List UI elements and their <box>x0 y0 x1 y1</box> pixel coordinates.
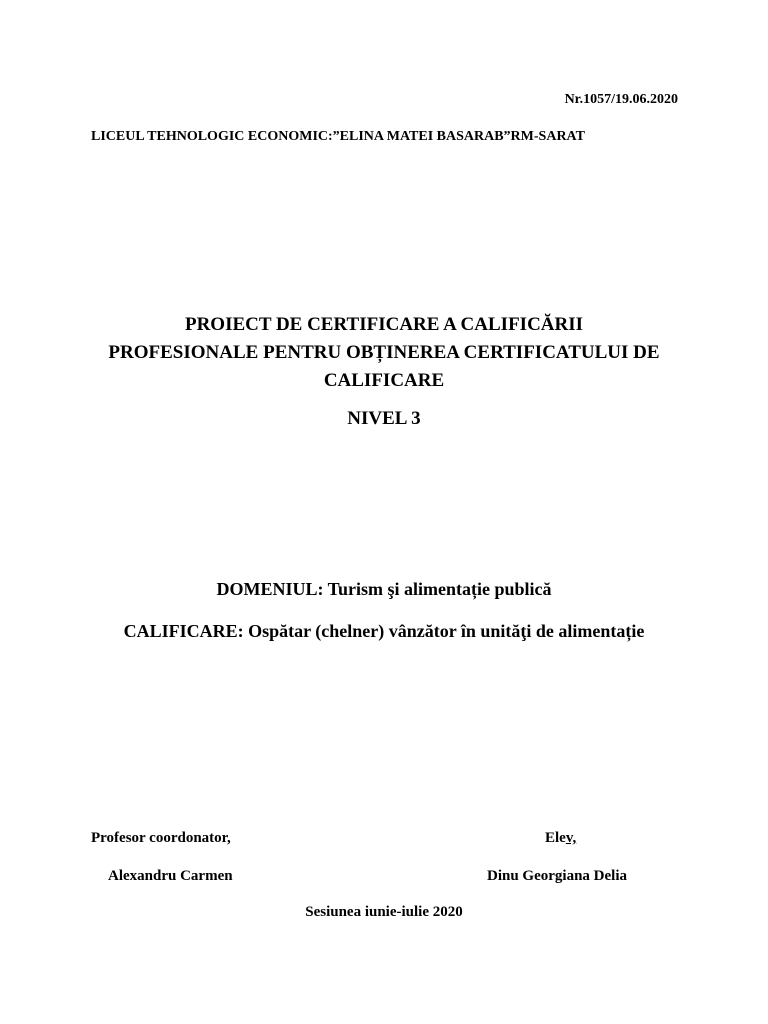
qualification-label: CALIFICARE: <box>123 621 244 641</box>
student-label-prefix: Ele <box>545 830 566 846</box>
title-line-1: PROIECT DE CERTIFICARE A CALIFICĂRII <box>184 314 584 335</box>
domain-line <box>0 579 768 600</box>
student-name: Dinu Georgiana Delia <box>487 868 628 884</box>
domain-value: Turism şi alimentație publică <box>323 579 552 599</box>
title-line-2: PROFESIONALE PENTRU OBȚINEREA CERTIFICATULUI DE <box>108 342 660 363</box>
student-label-underlined: v, <box>565 830 577 846</box>
coordinator-label: Profesor coordonator, <box>91 830 231 846</box>
project-title <box>0 311 768 395</box>
title-line-3: CALIFICARE <box>323 370 445 391</box>
exam-session: Sesiunea iunie-iulie 2020 <box>305 904 463 920</box>
reference-number: Nr.1057/19.06.2020 <box>564 92 678 107</box>
qualification-level: NIVEL 3 <box>347 408 421 429</box>
domain-label: DOMENIUL: <box>216 579 324 599</box>
student-label <box>545 830 576 847</box>
school-name: LICEUL TEHNOLOGIC ECONOMIC:”ELINA MATEI BASARAB”RM-SARAT <box>91 129 585 144</box>
coordinator-name: Alexandru Carmen <box>108 868 233 884</box>
qualification-value: Ospătar (chelner) vânzător în unităţi de alimentație <box>243 621 645 641</box>
qualification-line <box>0 621 768 642</box>
